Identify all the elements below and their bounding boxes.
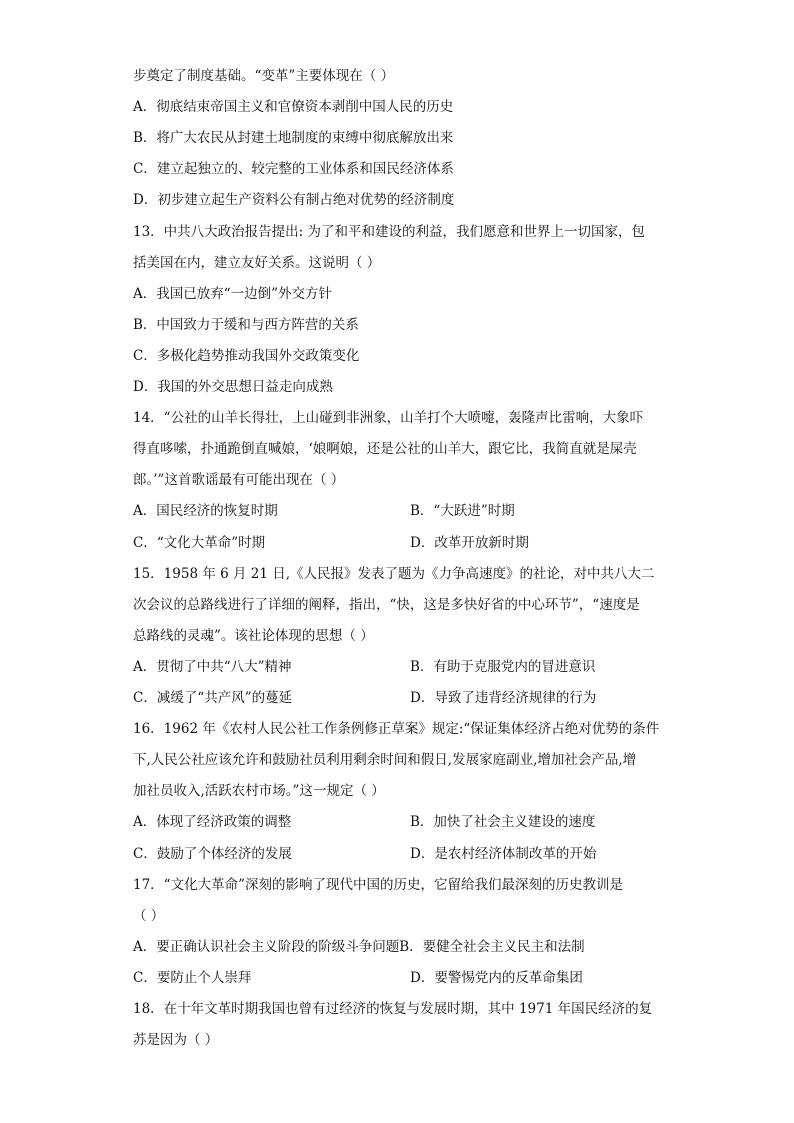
text-line: B．中国致力于缓和与西方阵营的关系 <box>133 317 359 333</box>
text-line: 17．“文化大革命”深刻的影响了现代中国的历史，它留给我们最深刻的历史教训是 <box>133 877 623 893</box>
text-line: C．“文化大革命”时期 <box>133 535 266 551</box>
text-line: C．鼓励了个体经济的发展 <box>133 846 292 862</box>
text-line: C．建立起独立的、较完整的工业体系和国民经济体系 <box>133 161 454 177</box>
text-line: C．多极化趋势推动我国外交政策变化 <box>133 348 360 364</box>
text-line: 总路线的灵魂”。该社论体现的思想（ ） <box>133 628 374 644</box>
option-right: D．改革开放新时期 <box>410 535 529 551</box>
option-right: B．加快了社会主义建设的速度 <box>410 814 596 830</box>
option-right: D．要警惕党内的反革命集团 <box>410 970 583 986</box>
text-line: 步奠定了制度基础。“变革”主要体现在（ ） <box>133 68 395 84</box>
text-line: A．我国已放弃“一边倒”外交方针 <box>133 286 333 302</box>
option-right: B．“大跃进”时期 <box>410 503 515 519</box>
text-line: 16．1962 年《农村人民公社工作条例修正草案》规定:“保证集体经济占绝对优势的条件 <box>133 721 660 737</box>
text-line: B．将广大农民从封建土地制度的束缚中彻底解放出来 <box>133 130 454 146</box>
text-line: （ ） <box>133 908 165 924</box>
text-line: 14．“公社的山羊长得壮，上山碰到非洲象，山羊打个大喷嚏，轰隆声比雷响，大象吓 <box>133 410 644 426</box>
text-line: C．要防止个人崇拜 <box>133 970 252 986</box>
text-line: 括美国在内，建立友好关系。这说明（ ） <box>133 255 381 271</box>
option-right: D．导致了违背经济规律的行为 <box>410 690 597 706</box>
text-line: 13．中共八大政治报告提出: 为了和平和建设的利益，我们愿意和世界上一切国家，包 <box>133 224 646 240</box>
text-line: 加社员收入,活跃农村市场。”这一规定（ ） <box>133 783 385 799</box>
option-right: D．是农村经济体制改革的开始 <box>410 846 597 862</box>
text-line: 苏是因为（ ） <box>133 1032 219 1048</box>
text-line: D．初步建立起生产资料公有制占绝对优势的经济制度 <box>133 192 455 208</box>
text-line: 得直哆嗦，扑通跪倒直喊娘，‘娘啊娘，还是公社的山羊大，跟它比，我简直就是屎壳 <box>133 441 637 457</box>
text-line: 郎。’”这首歌谣最有可能出现在（ ） <box>133 472 345 488</box>
text-line: 次会议的总路线进行了详细的阐释，指出，“快，这是多快好省的中心环节”，“速度是 <box>133 597 640 613</box>
text-line: 15．1958 年 6 月 21 日,《人民报》发表了题为《力争高速度》的社论，对中共八大二 <box>133 566 655 582</box>
text-line: A．贯彻了中共“八大”精神 <box>133 659 292 675</box>
text-line: 18．在十年文革时期我国也曾有过经济的恢复与发展时期，其中 1971 年国民经济的复 <box>133 1001 653 1017</box>
text-line: A．体现了经济政策的调整 <box>133 814 292 830</box>
text-line: A．国民经济的恢复时期 <box>133 503 278 519</box>
text-line: 下,人民公社应该允许和鼓励社员利用剩余时间和假日,发展家庭副业,增加社会产品,增 <box>133 752 637 768</box>
text-line: A．彻底结束帝国主义和官僚资本剥削中国人民的历史 <box>133 99 454 115</box>
text-line: A．要正确认识社会主义阶段的阶级斗争问题B．要健全社会主义民主和法制 <box>133 939 585 955</box>
option-right: B．有助于克服党内的冒进意识 <box>410 659 596 675</box>
text-line: D．我国的外交思想日益走向成熟 <box>133 379 333 395</box>
text-line: C．减缓了“共产风”的蔓延 <box>133 690 293 706</box>
